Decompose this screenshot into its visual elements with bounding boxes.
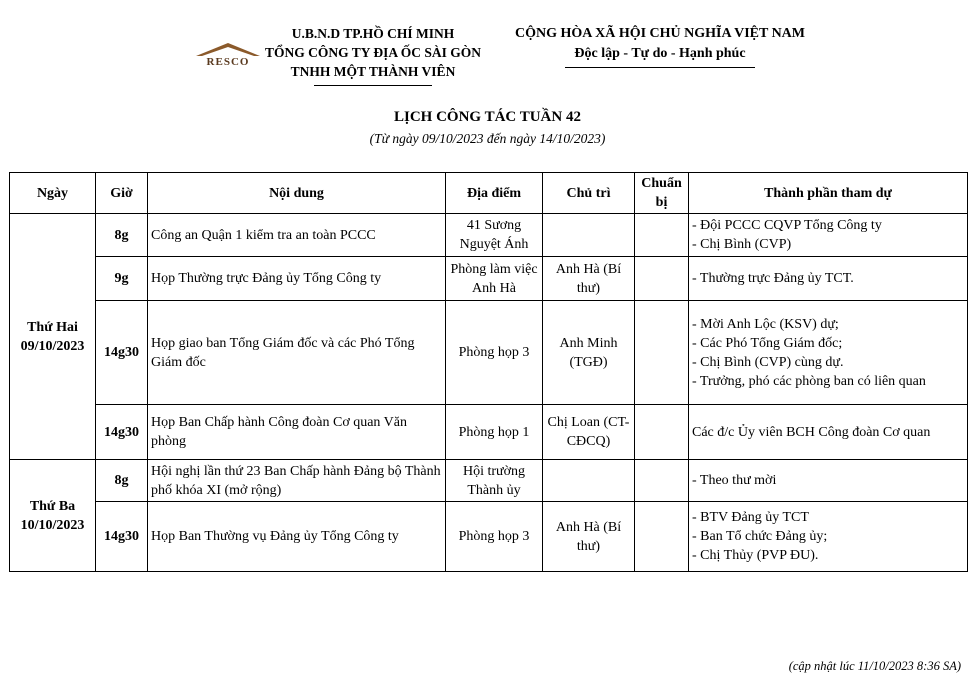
table-row bbox=[10, 460, 968, 502]
chair-cell bbox=[543, 214, 635, 257]
table-row bbox=[10, 257, 968, 301]
prep-cell bbox=[635, 301, 689, 405]
attendees-cell: - Mời Anh Lộc (KSV) dự; - Các Phó Tổng Giám đốc; - Chị Bình (CVP) cùng dự. - Trưởng, phó các phòng ban có liên quan bbox=[689, 301, 968, 405]
national-header bbox=[500, 24, 820, 68]
update-timestamp: (cập nhật lúc 11/10/2023 8:36 SA) bbox=[788, 659, 961, 673]
content-cell: Họp giao ban Tổng Giám đốc và các Phó Tổng Giám đốc bbox=[148, 301, 446, 405]
time-cell: 8g bbox=[96, 460, 148, 502]
table-row bbox=[10, 502, 968, 572]
time-cell: 14g30 bbox=[96, 502, 148, 572]
content-cell: Họp Thường trực Đảng ủy Tổng Công ty bbox=[148, 257, 446, 301]
col-header-content: Nội dung bbox=[148, 173, 446, 214]
resco-logo bbox=[192, 40, 264, 72]
location-cell: Phòng họp 3 bbox=[446, 502, 543, 572]
content-cell: Họp Ban Thường vụ Đảng ủy Tổng Công ty bbox=[148, 502, 446, 572]
content-cell: Họp Ban Chấp hành Công đoàn Cơ quan Văn phòng bbox=[148, 405, 446, 460]
attendees-cell: - Theo thư mời bbox=[689, 460, 968, 502]
table-row bbox=[10, 214, 968, 257]
nation-underline bbox=[565, 67, 755, 68]
chair-cell bbox=[543, 460, 635, 502]
prep-cell bbox=[635, 214, 689, 257]
col-header-day: Ngày bbox=[10, 173, 96, 214]
attendees-cell: - Thường trực Đảng ủy TCT. bbox=[689, 257, 968, 301]
content-cell: Hội nghị lần thứ 23 Ban Chấp hành Đảng bộ Thành phố khóa XI (mở rộng) bbox=[148, 460, 446, 502]
chair-cell: Anh Hà (Bí thư) bbox=[543, 502, 635, 572]
time-cell: 8g bbox=[96, 214, 148, 257]
prep-cell bbox=[635, 502, 689, 572]
time-cell: 14g30 bbox=[96, 301, 148, 405]
org-line-3: TNHH MỘT THÀNH VIÊN bbox=[290, 64, 456, 79]
col-header-attendees: Thành phần tham dự bbox=[689, 173, 968, 214]
day-cell: Thứ Ba 10/10/2023 bbox=[10, 460, 96, 572]
org-underline bbox=[314, 85, 432, 86]
time-cell: 14g30 bbox=[96, 405, 148, 460]
location-cell: Phòng làm việc Anh Hà bbox=[446, 257, 543, 301]
location-cell: Phòng họp 1 bbox=[446, 405, 543, 460]
schedule-table bbox=[9, 172, 968, 572]
content-cell: Công an Quận 1 kiểm tra an toàn PCCC bbox=[148, 214, 446, 257]
col-header-prep: Chuẩn bị bbox=[635, 173, 689, 214]
location-cell: Phòng họp 3 bbox=[446, 301, 543, 405]
location-cell: 41 Sương Nguyệt Ánh bbox=[446, 214, 543, 257]
chair-cell: Anh Minh (TGĐ) bbox=[543, 301, 635, 405]
logo-wordmark: RESCO bbox=[206, 56, 250, 68]
attendees-cell: - Đội PCCC CQVP Tổng Công ty - Chị Bình (CVP) bbox=[689, 214, 968, 257]
prep-cell bbox=[635, 257, 689, 301]
attendees-cell: Các đ/c Ủy viên BCH Công đoàn Cơ quan bbox=[689, 405, 968, 460]
day-cell: Thứ Hai 09/10/2023 bbox=[10, 214, 96, 460]
table-row bbox=[10, 301, 968, 405]
chair-cell: Anh Hà (Bí thư) bbox=[543, 257, 635, 301]
table-header-row bbox=[10, 173, 968, 214]
organization-header bbox=[258, 24, 488, 86]
org-line-1: U.B.N.D TP.HỒ CHÍ MINH bbox=[291, 26, 455, 41]
col-header-chair: Chủ trì bbox=[543, 173, 635, 214]
org-line-2: TỔNG CÔNG TY ĐỊA ỐC SÀI GÒN bbox=[264, 45, 482, 60]
attendees-cell: - BTV Đảng ủy TCT - Ban Tổ chức Đảng ủy; - Chị Thủy (PVP ĐU). bbox=[689, 502, 968, 572]
col-header-time: Giờ bbox=[96, 173, 148, 214]
chair-cell: Chị Loan (CT-CĐCQ) bbox=[543, 405, 635, 460]
table-row bbox=[10, 405, 968, 460]
nation-line-2: Độc lập - Tự do - Hạnh phúc bbox=[574, 46, 746, 61]
time-cell: 9g bbox=[96, 257, 148, 301]
page-title: LỊCH CÔNG TÁC TUẦN 42 bbox=[394, 109, 581, 125]
nation-line-1: CỘNG HÒA XÃ HỘI CHỦ NGHĨA VIỆT NAM bbox=[514, 26, 805, 41]
prep-cell bbox=[635, 405, 689, 460]
col-header-location: Địa điểm bbox=[446, 173, 543, 214]
location-cell: Hội trường Thành ủy bbox=[446, 460, 543, 502]
page-subtitle: (Từ ngày 09/10/2023 đến ngày 14/10/2023) bbox=[369, 131, 606, 146]
prep-cell bbox=[635, 460, 689, 502]
